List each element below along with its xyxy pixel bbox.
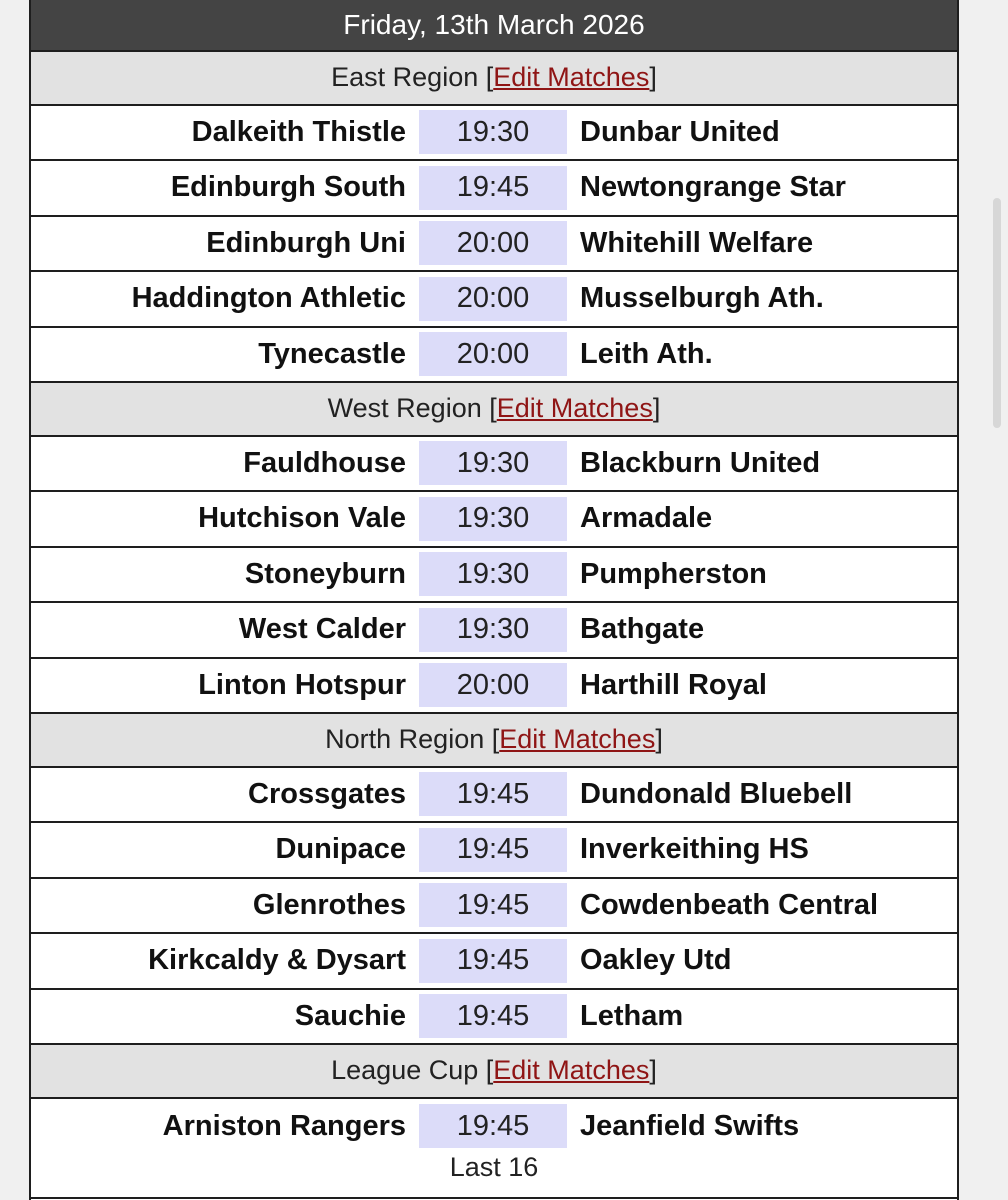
match-row[interactable] xyxy=(31,603,957,659)
match-row[interactable] xyxy=(31,548,957,604)
region-header-east: East Region [ Edit Matches ] xyxy=(31,52,957,106)
kickoff-time: 19:45 xyxy=(419,883,567,927)
home-team: Tynecastle xyxy=(258,337,406,370)
match-row[interactable] xyxy=(31,328,957,384)
kickoff-time: 19:30 xyxy=(419,552,567,596)
away-team: Newtongrange Star xyxy=(580,171,846,204)
match-row[interactable] xyxy=(31,492,957,548)
kickoff-time: 20:00 xyxy=(419,277,567,321)
away-team: Bathgate xyxy=(580,613,705,646)
home-team: Stoneyburn xyxy=(244,557,406,590)
match-row[interactable] xyxy=(31,990,957,1046)
kickoff-time: 19:45 xyxy=(419,1104,567,1148)
home-team: Dalkeith Thistle xyxy=(191,115,406,148)
kickoff-time: 19:45 xyxy=(419,939,567,983)
away-team: Dundonald Bluebell xyxy=(580,777,853,810)
round-label: Last 16 xyxy=(449,1151,539,1182)
kickoff-time: 19:30 xyxy=(419,441,567,485)
home-team: Dunipace xyxy=(275,833,406,866)
home-team: Fauldhouse xyxy=(243,446,406,479)
match-row[interactable] xyxy=(31,161,957,217)
home-team: Haddington Athletic xyxy=(131,282,406,315)
edit-matches-link-east[interactable]: Edit Matches xyxy=(493,62,650,93)
away-team: Inverkeithing HS xyxy=(580,833,809,866)
home-team: Sauchie xyxy=(294,999,406,1032)
match-row[interactable] xyxy=(31,879,957,935)
match-row[interactable] xyxy=(31,106,957,162)
edit-matches-link-north[interactable]: Edit Matches xyxy=(499,724,656,755)
match-row[interactable] xyxy=(31,934,957,990)
home-team: Edinburgh Uni xyxy=(206,226,406,259)
match-row[interactable] xyxy=(31,437,957,493)
region-name: West Region xyxy=(327,393,482,424)
home-team: Arniston Rangers xyxy=(162,1109,406,1142)
edit-matches-link-west[interactable]: Edit Matches xyxy=(496,393,653,424)
away-team: Leith Ath. xyxy=(580,337,713,370)
kickoff-time: 20:00 xyxy=(419,332,567,376)
home-team: Crossgates xyxy=(248,777,406,810)
home-team: West Calder xyxy=(238,613,406,646)
away-team: Cowdenbeath Central xyxy=(580,888,879,921)
home-team: Linton Hotspur xyxy=(198,668,406,701)
region-header-league-cup: League Cup [ Edit Matches ] xyxy=(31,1045,957,1099)
kickoff-time: 19:45 xyxy=(419,166,567,210)
home-team: Kirkcaldy & Dysart xyxy=(148,944,406,977)
away-team: Armadale xyxy=(580,502,713,535)
away-team: Pumpherston xyxy=(580,557,767,590)
match-row[interactable] xyxy=(31,659,957,715)
away-team: Blackburn United xyxy=(580,446,821,479)
region-name: League Cup xyxy=(331,1055,479,1086)
kickoff-time: 19:45 xyxy=(419,772,567,816)
away-team: Whitehill Welfare xyxy=(580,226,814,259)
match-row[interactable] xyxy=(31,217,957,273)
scrollbar[interactable] xyxy=(993,198,1001,428)
edit-matches-link-league-cup[interactable]: Edit Matches xyxy=(493,1055,650,1086)
fixtures-table xyxy=(29,0,959,1200)
home-team: Glenrothes xyxy=(252,888,406,921)
region-name: East Region xyxy=(331,62,479,93)
kickoff-time: 19:45 xyxy=(419,828,567,872)
away-team: Letham xyxy=(580,999,684,1032)
kickoff-time: 19:30 xyxy=(419,608,567,652)
home-team: Edinburgh South xyxy=(170,171,406,204)
region-header-north: North Region [ Edit Matches ] xyxy=(31,714,957,768)
match-row[interactable] xyxy=(31,768,957,824)
kickoff-time: 20:00 xyxy=(419,221,567,265)
away-team: Harthill Royal xyxy=(580,668,767,701)
home-team: Hutchison Vale xyxy=(198,502,406,535)
away-team: Oakley Utd xyxy=(580,944,732,977)
kickoff-time: 19:30 xyxy=(419,497,567,541)
kickoff-time: 19:45 xyxy=(419,994,567,1038)
kickoff-time: 20:00 xyxy=(419,663,567,707)
region-name: North Region xyxy=(325,724,485,755)
kickoff-time: 19:30 xyxy=(419,110,567,154)
match-row[interactable] xyxy=(31,272,957,328)
away-team: Musselburgh Ath. xyxy=(580,282,824,315)
away-team: Dunbar United xyxy=(580,115,780,148)
away-team: Jeanfield Swifts xyxy=(580,1109,800,1142)
cup-match-line xyxy=(31,1099,957,1154)
date-header xyxy=(31,0,957,52)
region-header-west: West Region [ Edit Matches ] xyxy=(31,383,957,437)
date-title: Friday, 13th March 2026 xyxy=(343,9,645,40)
cup-match-row[interactable] xyxy=(31,1099,957,1199)
match-row[interactable] xyxy=(31,823,957,879)
